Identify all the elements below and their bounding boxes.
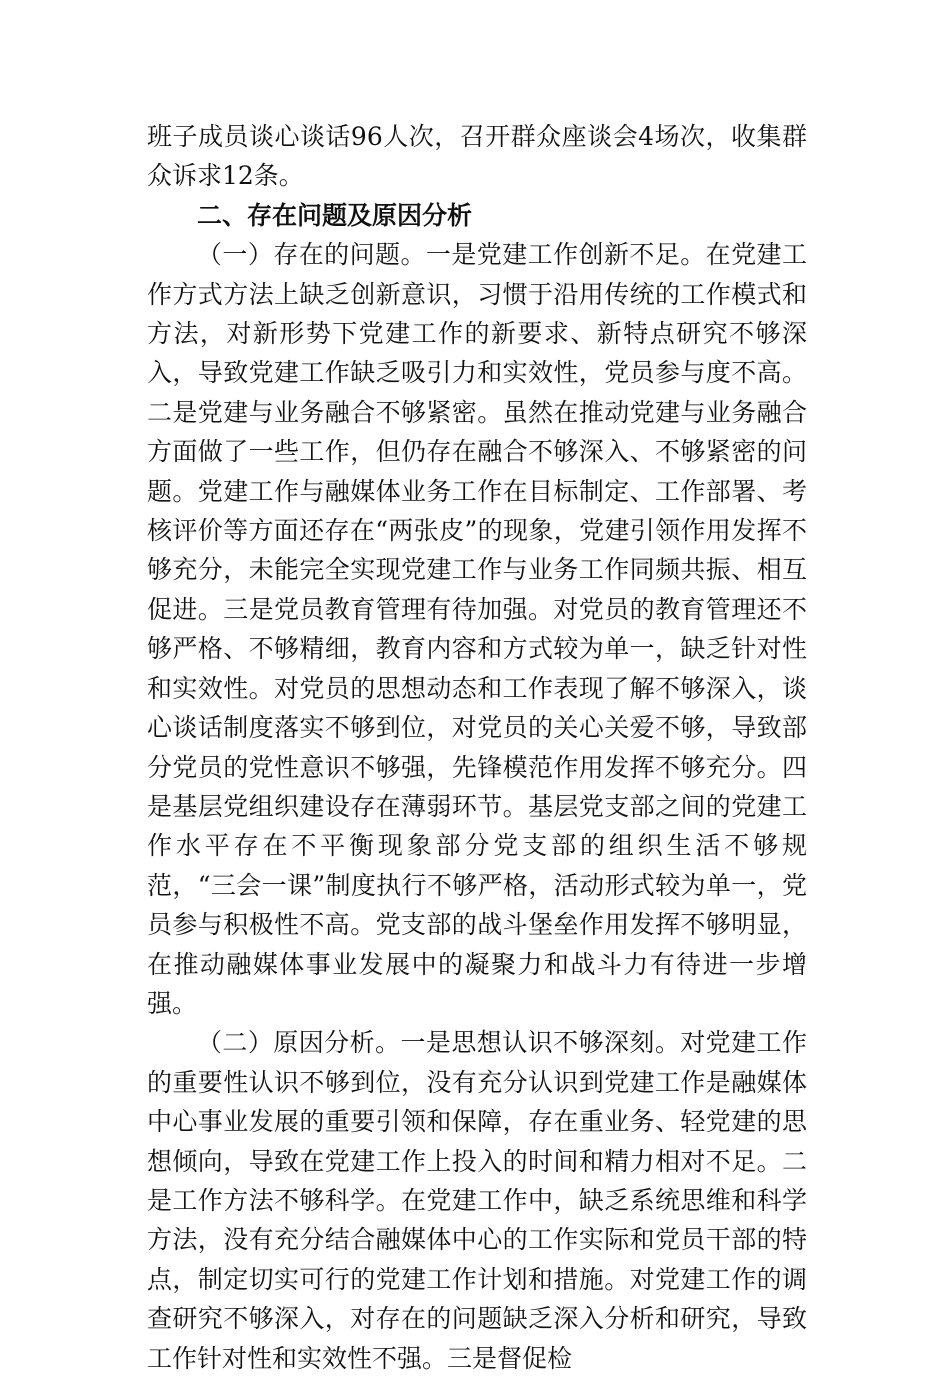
causes-paragraph: （二）原因分析。一是思想认识不够深刻。对党建工作的重要性认识不够到位，没有充分认识到党建工作是融媒体中心事业发展的重要引领和保障，存在重业务、轻党建的思想倾向，导致在党建工作上投入的时间和精力相对不足。二是工作方法不够科学。在党建工作中，缺乏系统思维和科学方法，没有充分结合融媒体中心的工作实际和党员干部的特点，制定切实可行的党建工作计划和措施。对党建工作的调查研究不够深入，对存在的问题缺乏深入分析和研究，导致工作针对性和实效性不强。三是督促检 [147,1028,807,1373]
continuation-paragraph: 班子成员谈心谈话96人次，召开群众座谈会4场次，收集群众诉求12条。 [147,122,807,191]
problems-paragraph: （一）存在的问题。一是党建工作创新不足。在党建工作方式方法上缺乏创新意识，习惯于沿用传统的工作模式和方法，对新形势下党建工作的新要求、新特点研究不够深入，导致党建工作缺乏吸引力和实效性，党员参与度不高。二是党建与业务融合不够紧密。虽然在推动党建与业务融合方面做了一些工作，但仍存在融合不够深入、不够紧密的问题。党建工作与融媒体业务工作在目标制定、工作部署、考核评价等方面还存在“两张皮”的现象，党建引领作用发挥不够充分，未能完全实现党建工作与业务工作同频共振、相互促进。三是党员教育管理有待加强。对党员的教育管理还不够严格、不够精细，教育内容和方式较为单一，缺乏针对性和实效性。对党员的思想动态和工作表现了解不够深入，谈心谈话制度落实不够到位，对党员的关心关爱不够，导致部分党员的党性意识不够强，先锋模范作用发挥不够充分。四是基层党组织建设存在薄弱环节。基层党支部之间的党建工作水平存在不平衡现象部分党支部的组织生活不够规范，“三会一课”制度执行不够严格，活动形式较为单一，党员参与积极性不高。党支部的战斗堡垒作用发挥不够明显，在推动融媒体事业发展中的凝聚力和战斗力有待进一步增强。 [147,240,807,1018]
section-heading: 二、存在问题及原因分析 [197,200,473,230]
document-body [147,117,807,1378]
